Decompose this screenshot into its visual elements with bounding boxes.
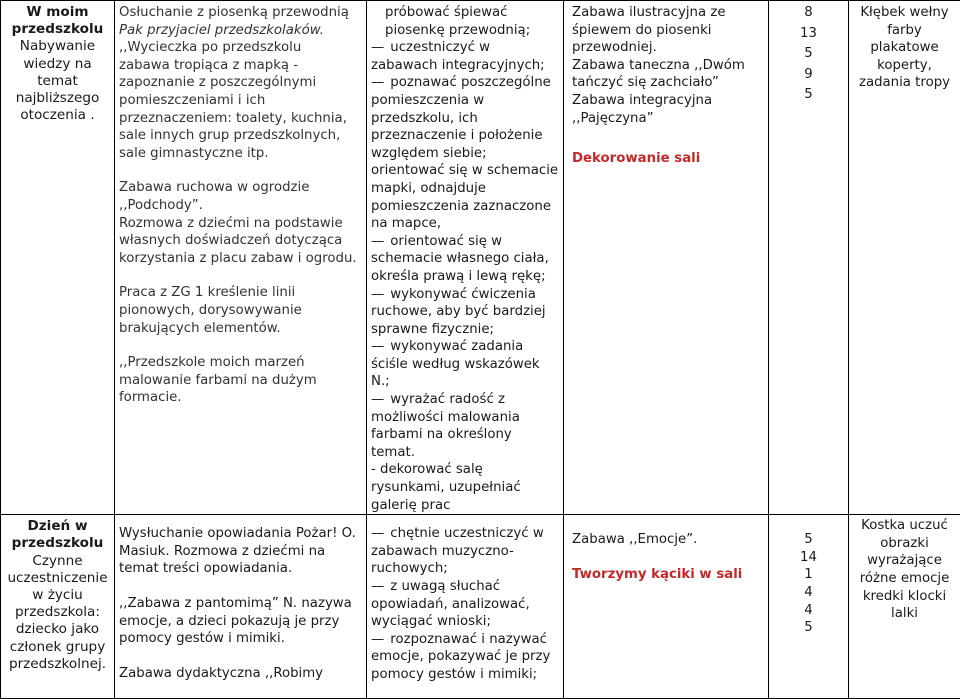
activity-text: ,,Wycieczka po przedszkolu bbox=[119, 39, 362, 57]
activity-text: ,,Zabawa z pantomimą” N. nazywa emocje, a dzieci pokazują je przy pomocy gestów i mimiki. bbox=[119, 595, 362, 648]
topic-title: W moim przedszkolu bbox=[5, 4, 110, 38]
extra-text: Zabawa ilustracyjna ze śpiewem do piosenki przewodniej. bbox=[572, 4, 764, 57]
number-value: 4 bbox=[773, 584, 844, 602]
number-value: 5 bbox=[773, 531, 844, 549]
activities-cell bbox=[115, 1, 367, 515]
activity-text: Praca z ZG 1 kreślenie linii pionowych, dorysowywanie brakujących elementów. bbox=[119, 284, 362, 337]
topic-line: uczestniczenie bbox=[5, 570, 110, 587]
goal-item: — wykonywać ćwiczenia ruchowe, aby być bardziej sprawne fizycznie; bbox=[371, 286, 559, 339]
topic-line: przedszkola: bbox=[5, 604, 110, 621]
activity-text: Rozmowa z dziećmi na podstawie własnych doświadczeń dotycząca korzystania z placu zabaw i ogrodu. bbox=[119, 215, 362, 268]
goal-item: — rozpoznawać i nazywać emocje, pokazywać je przy pomocy gestów i mimiki; bbox=[371, 631, 559, 684]
goal-item: — uczestniczyć w zabawach integracyjnych; bbox=[371, 39, 559, 74]
goal-item: próbować śpiewać piosenkę przewodnią; bbox=[371, 4, 559, 39]
activities-cell bbox=[115, 515, 367, 699]
number-value: 9 bbox=[773, 66, 844, 84]
materials-text: Kłębek wełny farby plakatowe koperty, zadania tropy bbox=[849, 1, 960, 92]
highlight-text: Dekorowanie sali bbox=[572, 150, 764, 168]
extra-text: Zabawa integracyjna ,,Pajęczyna” bbox=[572, 92, 764, 127]
extras-cell bbox=[564, 1, 769, 515]
number-value: 5 bbox=[773, 86, 844, 104]
topic-line: najbliższego bbox=[5, 90, 110, 107]
topic-line: w życiu bbox=[5, 587, 110, 604]
activity-text: Wysłuchanie opowiadania Pożar! O. Masiuk. Rozmowa z dziećmi na temat treści opowiadania. bbox=[119, 525, 362, 578]
activity-text: malowanie farbami na dużym formacie. bbox=[119, 372, 362, 407]
extra-text: Zabawa taneczna ,,Dwóm tańczyć się zachciało” bbox=[572, 57, 764, 92]
topic-title: Dzień w przedszkolu bbox=[5, 518, 110, 552]
numbers-cell bbox=[769, 1, 849, 515]
topic-line: Nabywanie bbox=[5, 38, 110, 55]
topic-line: temat bbox=[5, 73, 110, 90]
topic-line: Czynne bbox=[5, 553, 110, 570]
number-value: 13 bbox=[773, 25, 844, 43]
activity-text: Pak przyjaciel przedszkolaków. bbox=[119, 22, 362, 40]
goal-item: — orientować się w schemacie własnego ciała, określa prawą i lewą rękę; bbox=[371, 233, 559, 286]
goal-item: - dekorować salę rysunkami, uzupełniać galerię prac bbox=[371, 461, 559, 514]
number-value: 5 bbox=[773, 619, 844, 637]
activity-text: Zabawa ruchowa w ogrodzie ,,Podchody”. bbox=[119, 179, 362, 214]
goal-item: — wykonywać zadania ściśle według wskazówek N.; bbox=[371, 338, 559, 391]
materials-cell bbox=[849, 1, 960, 515]
activity-text: zabawa tropiąca z mapką - zapoznanie z poszczególnymi pomieszczeniami i ich przeznaczeniem: toalety, kuchnia, sale innych grup przedszkolnych, sale gimnastyczne itp. bbox=[119, 57, 362, 163]
topic-cell bbox=[1, 1, 115, 515]
topic-line: dziecko jako bbox=[5, 621, 110, 638]
materials-text: Kostka uczuć obrazki wyrażające różne emocje kredki klocki lalki bbox=[849, 515, 960, 623]
activity-text: ,,Przedszkole moich marzeń bbox=[119, 354, 362, 372]
topic-line: przedszkolnej. bbox=[5, 656, 110, 673]
numbers-cell bbox=[769, 515, 849, 699]
number-value: 14 bbox=[773, 549, 844, 567]
number-value: 4 bbox=[773, 602, 844, 620]
extra-text: Zabawa ,,Emocje”. bbox=[572, 531, 764, 549]
table-row bbox=[1, 515, 960, 699]
topic-line: wiedzy na bbox=[5, 56, 110, 73]
highlight-text: Tworzymy kąciki w sali bbox=[572, 566, 764, 584]
topic-line: członek grupy bbox=[5, 639, 110, 656]
number-value: 1 bbox=[773, 566, 844, 584]
goal-item: — poznawać poszczególne pomieszczenia w przedszkolu, ich przeznaczenie i położenie względem siebie; orientować się w schemacie mapki, odnajduje pomieszczenia zaznaczone na mapce, bbox=[371, 74, 559, 232]
goal-item: — chętnie uczestniczyć w zabawach muzyczno-ruchowych; bbox=[371, 525, 559, 578]
goal-item: — wyrażać radość z możliwości malowania farbami na określony temat. bbox=[371, 391, 559, 461]
goals-cell bbox=[367, 1, 564, 515]
goal-item: — z uwagą słuchać opowiadań, analizować, wyciągać wnioski; bbox=[371, 578, 559, 631]
activity-text: Zabawa dydaktyczna ,,Robimy bbox=[119, 665, 362, 683]
number-value: 8 bbox=[773, 4, 844, 22]
goals-cell bbox=[367, 515, 564, 699]
materials-cell bbox=[849, 515, 960, 699]
extras-cell bbox=[564, 515, 769, 699]
topic-cell bbox=[1, 515, 115, 699]
activity-text: Osłuchanie z piosenką przewodnią bbox=[119, 4, 362, 22]
topic-line: otoczenia . bbox=[5, 107, 110, 124]
table-row bbox=[1, 1, 960, 515]
number-value: 5 bbox=[773, 45, 844, 63]
